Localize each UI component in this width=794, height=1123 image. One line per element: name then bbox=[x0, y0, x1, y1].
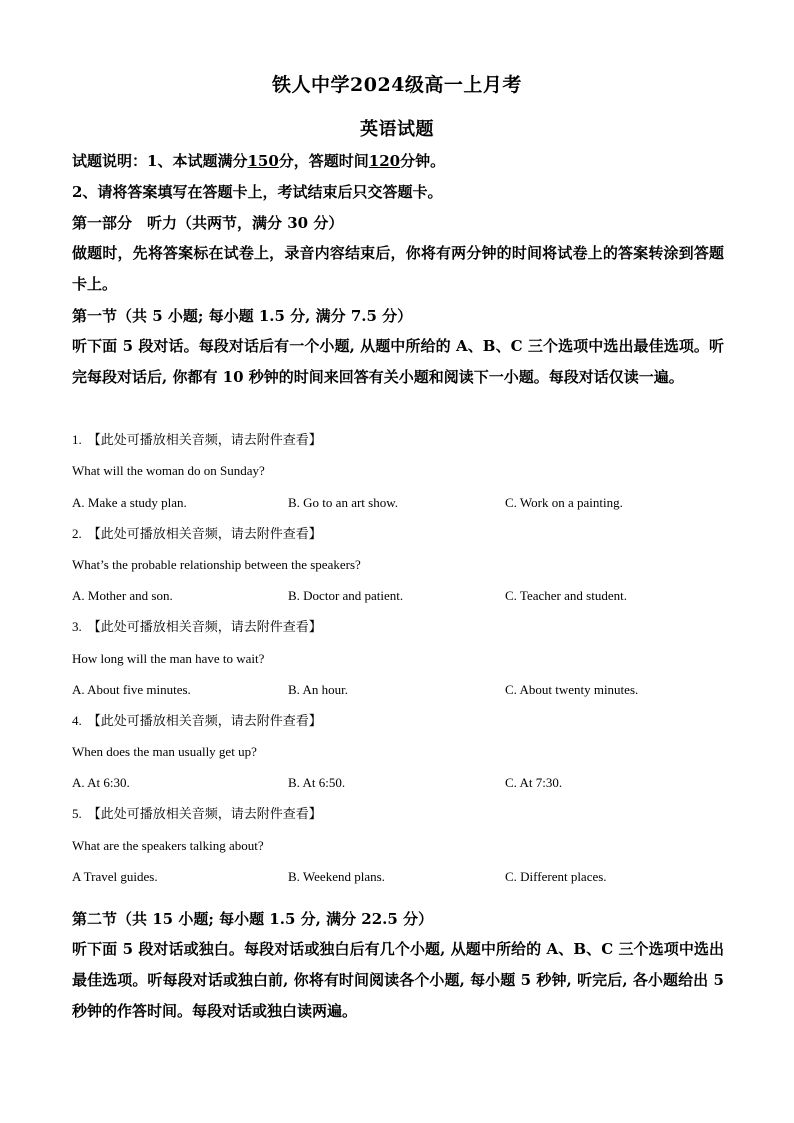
question-3-option-a: A. About five minutes. bbox=[72, 682, 191, 697]
audio-note[interactable]: 【此处可播放相关音频，请去附件查看】 bbox=[87, 713, 322, 728]
instructions-line-1 bbox=[72, 151, 722, 171]
question-4-option-c: C. At 7:30. bbox=[505, 775, 563, 790]
audio-note[interactable]: 【此处可播放相关音频，请去附件查看】 bbox=[87, 432, 322, 447]
question-1-text: What will the woman do on Sunday? bbox=[72, 463, 265, 478]
question-2-text: What’s the probable relationship between the speakers? bbox=[72, 557, 361, 572]
question-2-option-a: A. Mother and son. bbox=[72, 588, 173, 603]
exam-subtitle: 英语试题 bbox=[360, 119, 434, 140]
section1-heading: 第一节（共 5 小题; 每小题 1.5 分, 满分 7.5 分） bbox=[72, 307, 413, 325]
question-3-option-b: B. An hour. bbox=[288, 682, 348, 697]
question-5-text: What are the speakers talking about? bbox=[72, 838, 264, 853]
part1-heading: 第一部分 听力（共两节，满分 30 分） bbox=[72, 214, 344, 232]
section2-intro: 听下面 5 段对话或独白。每段对话或独白后有几个小题, 从题中所给的 A、B、C 三个选项中选出最佳选项。听每段对话或独白前, 你将有时间阅读各个小题, 每小题 5 秒钟, 听完后, 各小题给出 5 秒钟的作答时间。每段对话或独白读两遍。 bbox=[72, 940, 724, 1020]
question-4-option-b: B. At 6:50. bbox=[288, 775, 346, 790]
question-2-option-c: C. Teacher and student. bbox=[505, 588, 627, 603]
audio-note[interactable]: 【此处可播放相关音频，请去附件查看】 bbox=[87, 619, 322, 634]
question-5-option-c: C. Different places. bbox=[505, 869, 607, 884]
question-3-text: How long will the man have to wait? bbox=[72, 651, 265, 666]
question-1-option-a: A. Make a study plan. bbox=[72, 495, 187, 510]
question-5-option-b: B. Weekend plans. bbox=[288, 869, 385, 884]
audio-note[interactable]: 【此处可播放相关音频，请去附件查看】 bbox=[87, 806, 322, 821]
question-number: 4. bbox=[72, 713, 82, 728]
question-5-audio bbox=[72, 805, 322, 823]
instructions-prefix: 试题说明：1、本试题满分 bbox=[72, 152, 248, 170]
question-4-option-a: A. At 6:30. bbox=[72, 775, 130, 790]
question-number: 3. bbox=[72, 619, 82, 634]
question-4-audio bbox=[72, 712, 322, 730]
section1-intro: 听下面 5 段对话。每段对话后有一个小题, 从题中所给的 A、B、C 三个选项中选出最佳选项。听完每段对话后, 你都有 10 秒钟的时间来回答有关小题和阅读下一小题。每段对话仅读一遍。 bbox=[72, 337, 724, 386]
question-1-option-c: C. Work on a painting. bbox=[505, 495, 623, 510]
question-1-option-b: B. Go to an art show. bbox=[288, 495, 399, 510]
exam-title: 铁人中学2024级高一上月考 bbox=[272, 74, 522, 96]
question-1-audio bbox=[72, 431, 322, 449]
question-number: 5. bbox=[72, 806, 82, 821]
question-number: 2. bbox=[72, 526, 82, 541]
instructions-suffix: 分钟。 bbox=[400, 152, 446, 170]
question-2-audio bbox=[72, 525, 322, 543]
question-3-audio bbox=[72, 618, 322, 636]
question-5-option-a: A Travel guides. bbox=[72, 869, 158, 884]
question-number: 1. bbox=[72, 432, 82, 447]
time-limit: 120 bbox=[368, 152, 401, 170]
question-4-text: When does the man usually get up? bbox=[72, 744, 257, 759]
section2-heading: 第二节（共 15 小题; 每小题 1.5 分, 满分 22.5 分） bbox=[72, 910, 434, 928]
part1-intro: 做题时，先将答案标在试卷上，录音内容结束后，你将有两分钟的时间将试卷上的答案转涂到答题卡上。 bbox=[72, 244, 724, 293]
instructions-line-2: 2、请将答案填写在答题卡上，考试结束后只交答题卡。 bbox=[72, 183, 443, 201]
total-score: 150 bbox=[247, 152, 279, 170]
audio-note[interactable]: 【此处可播放相关音频，请去附件查看】 bbox=[87, 526, 322, 541]
question-2-option-b: B. Doctor and patient. bbox=[288, 588, 404, 603]
question-3-option-c: C. About twenty minutes. bbox=[505, 682, 639, 697]
instructions-mid: 分，答题时间 bbox=[278, 152, 369, 170]
